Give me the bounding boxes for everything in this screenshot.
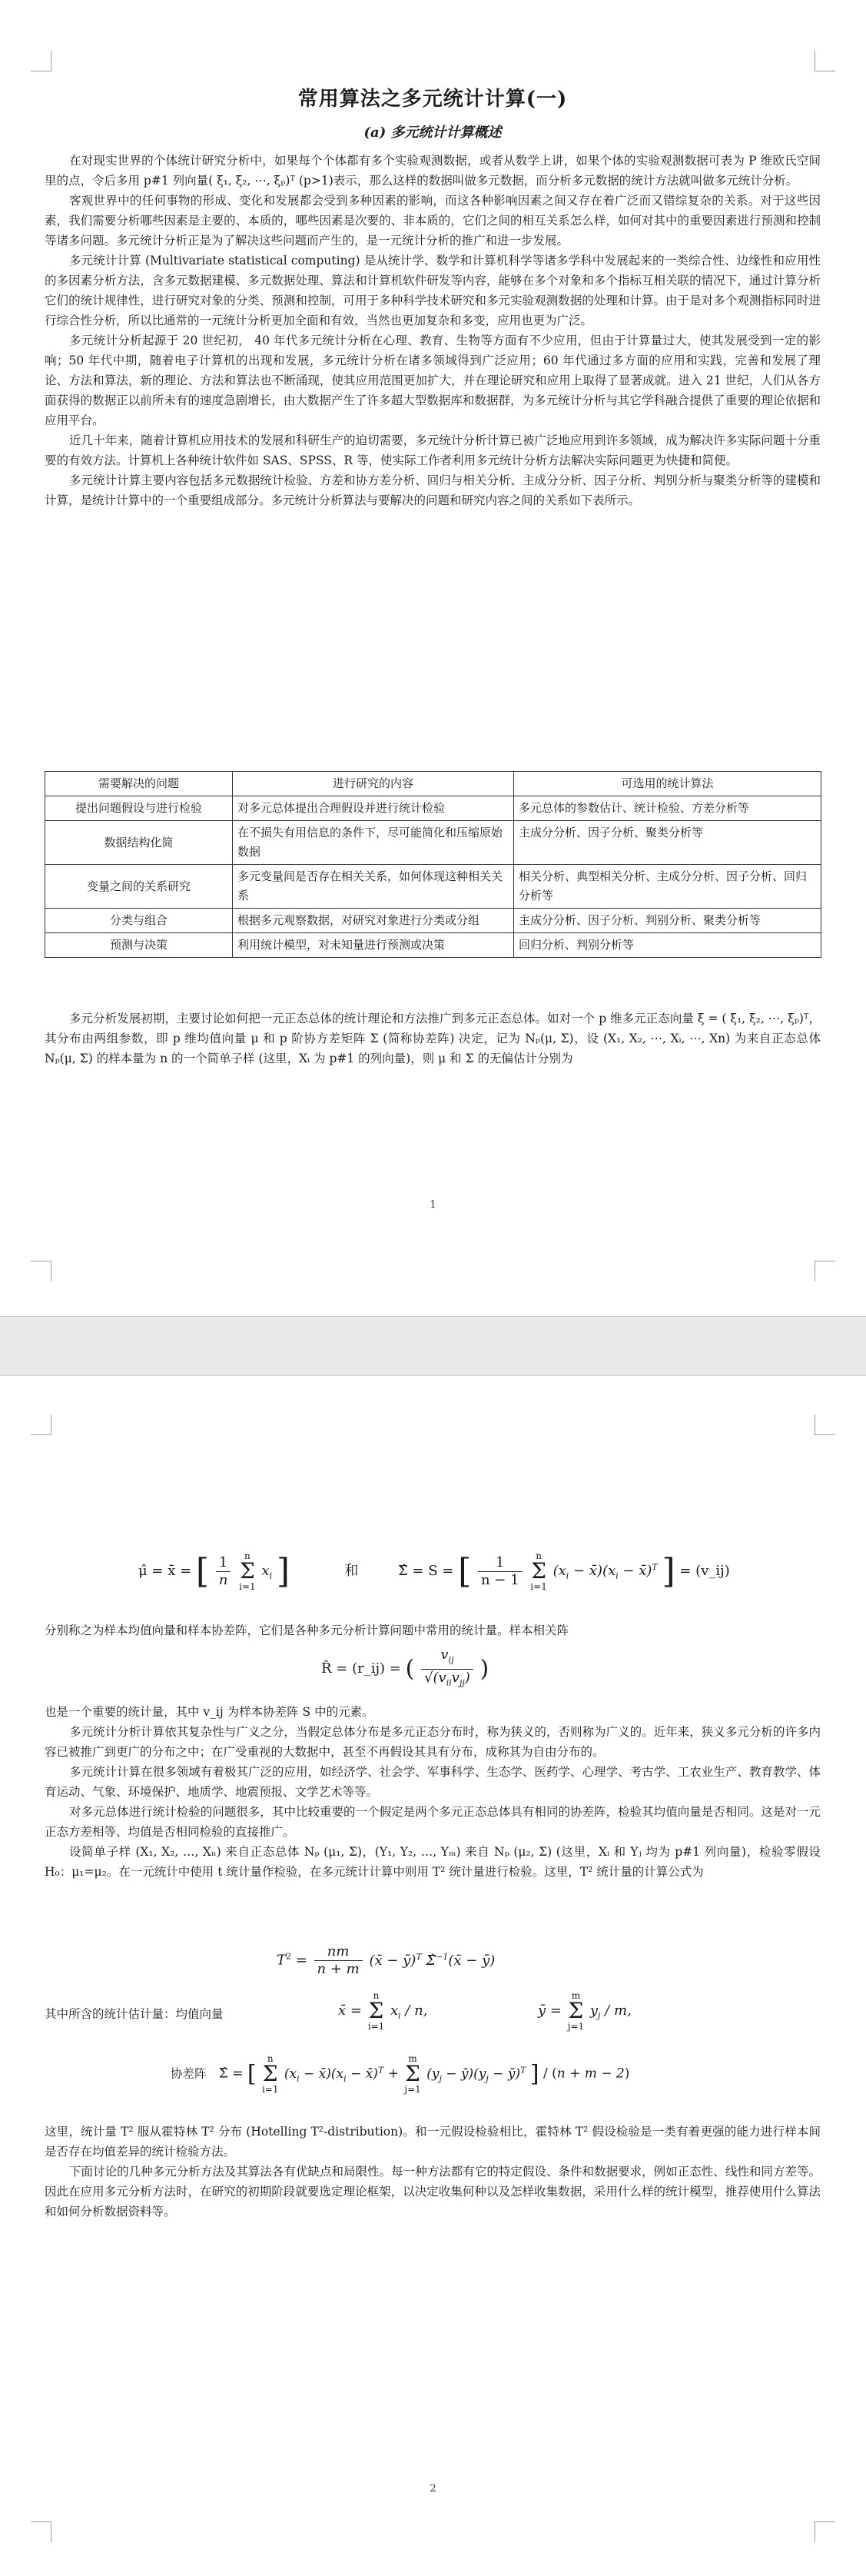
table-row: [45, 796, 821, 821]
crop-mark: [815, 51, 835, 71]
table-header: 可选用的统计算法: [514, 772, 821, 796]
formula-sigma-lhs: Σ̂ = S =: [397, 1563, 454, 1579]
formula-r-lhs: R̂ = (r_ij) =: [321, 1660, 401, 1677]
formula-correlation: R̂ = (r_ij) = ( $\frac{v_{ij}}{√(v_{ii}v_{jj})}$ ): [321, 1647, 489, 1688]
crop-mark: [31, 1414, 51, 1435]
table-cell: 主成分分析、因子分析、判别分析、聚类分析等: [514, 909, 821, 933]
table-header: 需要解决的问题: [45, 772, 233, 796]
stat-estimators-line: [45, 2005, 821, 2022]
paragraph: 这里，统计量 T² 服从霍特林 T² 分布 (Hotelling T²-distribution)。和一元假设检验相比，霍特林 T² 假设检验是一类有着更强的能力进行样本间是否存在均值差异的统计检验方法。: [45, 2125, 821, 2159]
formula-sigma-rhs: = (v_ij): [679, 1563, 730, 1579]
paragraph: 在对现实世界的个体统计研究分析中，如果每个个体都有多个实验观测数据，或者从数学上讲，如果个体的实验观测数据可表为 P 维欧氏空间里的点，令后多用 p#1 列向量( ξ₁, ξ₂, ⋯, ξₚ)ᵀ (p>1)表示，那么这样的数据叫做多元数据，而分析多元数据的统计方法就叫做多元统计分析。: [45, 154, 821, 188]
table-cell: 相关分析、典型相关分析、主成分分析、因子分析、回归分析等: [514, 865, 821, 909]
estimators-label: 其中所含的统计估计量：均值向量: [45, 2007, 224, 2021]
table-cell: 利用统计模型，对未知量进行预测或决策: [233, 933, 514, 958]
table-cell: 主成分分析、因子分析、聚类分析等: [514, 821, 821, 865]
table-cell: 根据多元观察数据，对研究对象进行分类或分组: [233, 909, 514, 933]
page-gap: [0, 1316, 866, 1376]
page2-body-b: [45, 2122, 821, 2222]
page2-body-a: [45, 1702, 821, 1882]
paragraph: 多元统计分析起源于 20 世纪初， 40 年代多元统计分析在心理、教育、生物等方面有不少应用，但由于计算量过大，使其发展受到一定的影响；50 年代中期，随着电子计算机的出现和发展，多元统计分析在诸多领域得到广泛应用；60 年代通过多方面的应用和实践，完善和发展了理论、方法和算法，新的理论、方法和算法也不断涌现，使其应用范围更加扩大，并在理论研究和应用上取得了显著成就。进入 21 世纪，人们从各方面获得的数据正以前所未有的速度急剧增长，由大数据产生了许多超大型数据库和数据群，为多元统计分析与其它学科融合提供了重要的理论依据和应用平台。: [45, 334, 821, 427]
page-2: [0, 1376, 866, 2576]
table-cell: 数据结构化简: [45, 821, 233, 865]
table-row: [45, 865, 821, 909]
formula-mean-cov: μ̂ = x̄ = [ $\frac{1}{n}$ n Σ i=1 $x_i$ ] 和 Σ̂ = S = [ $\frac{1}{n - 1}$ n Σ i=1 ($x_i$ − $x̄)(x_i$ − x̄)$^T$ ] = (v_ij): [138, 1551, 730, 1592]
table-cell: 分类与组合: [45, 909, 233, 933]
formula-ybar: ȳ = m Σ j=1 $y_j$ / m,: [538, 1990, 632, 2032]
table-header: 进行研究的内容: [233, 772, 514, 796]
page-title: 常用算法之多元统计计算(一): [297, 88, 568, 111]
paragraph: 设简单子样 (X₁, X₂, …, Xₙ) 来自正态总体 Nₚ (μ₁, Σ)，(Y₁, Y₂, …, Yₘ) 来自 Nₚ (μ₂, Σ) (这里，Xᵢ 和 Yⱼ 均为 p#1 列向量)，检验零假设 H₀：μ₁=μ₂。在一元统计中使用 t 统计量作检验，在多元统计计算中则用 T² 统计量进行检验。这里，T² 统计量的计算公式为: [45, 1845, 821, 1879]
table-cell: 变量之间的关系研究: [45, 865, 233, 909]
table-row: [45, 821, 821, 865]
paragraph: 多元统计计算主要内容包括多元数据统计检验、方差和协方差分析、回归与相关分析、主成分分析、因子分析、判别分析与聚类分析等的建模和计算，是统计计算中的一个重要组成部分。多元统计分析算法与要解决的问题和研究内容之间的关系如下表所示。: [45, 474, 821, 507]
formula-and: 和: [344, 1563, 359, 1579]
page1-body: [45, 151, 821, 510]
crop-mark: [31, 51, 51, 71]
formula-mu-lhs: μ̂ = x̄ =: [138, 1563, 192, 1579]
table-row: [45, 933, 821, 958]
crop-mark: [815, 1414, 835, 1435]
table-cell: 对多元总体提出合理假设并进行统计检验: [233, 796, 514, 821]
page-number: 1: [430, 1199, 436, 1211]
paragraph: 下面讨论的几种多元分析方法及其算法各有优缺点和局限性。每一种方法都有它的特定假设、条件和数据要求，例如正态性、线性和同方差等。因此在应用多元分析方法时，在研究的初期阶段就要选定理论框架，以决定收集何种以及怎样收集数据，采用什么样的统计模型，推荐使用什么算法和如何分析数据资料等。: [45, 2165, 821, 2219]
section-heading: (a) 多元统计计算概述: [363, 125, 502, 141]
formula-pooled-cov: 协差阵 Σ̂ = [ n Σ i=1 ($x_i$ − $x̄)(x_i$ − x̄)$^T$ + m Σ j=1 ($y_j$ − $ȳ)(y_j$ − ȳ)$^T$ ] / (n + m − 2): [171, 2053, 630, 2095]
page-number: 2: [430, 2483, 436, 2495]
cov-label: 协差阵: [171, 2066, 207, 2081]
paragraph: 也是一个重要的统计量，其中 v_ij 为样本协差阵 S 中的元素。: [45, 1705, 374, 1719]
paragraph: 多元统计计算 (Multivariate statistical computing) 是从统计学、数学和计算机科学等诸多学科中发展起来的一类综合性、边缘性和应用性的多因素分析方法，含多元数据建模、多元数据处理、算法和计算机软件研发等内容，能够在多个对象和多个指标互相关联的情况下，通过计算分析它们的统计规律性，进行研究对象的分类、预测和控制，可用于多种科学技术研究和多元实验观测数据的处理和计算。由于是对多个观测指标同时进行综合性分析，所以比通常的一元统计分析更加全面和有效，当然也更加复杂和多变，应用也更为广泛。: [45, 254, 821, 327]
methods-table: [45, 771, 821, 958]
crop-mark: [815, 2521, 835, 2542]
table-cell: 在不损失有用信息的条件下，尽可能简化和压缩原始数据: [233, 821, 514, 865]
paragraph: 多元统计计算在很多领域有着极其广泛的应用，如经济学、社会学、军事科学、生态学、医药学、心理学、考古学、工农业生产、教育教学、体育运动、气象、环境保护、地质学、地震预报、文学艺术等等。: [45, 1765, 821, 1799]
crop-mark: [31, 2521, 51, 2542]
table-row: [45, 909, 821, 933]
table-header-row: [45, 772, 821, 796]
formula-t2: $T^2$ = $\frac{nm}{n + m}$ (x̄ − ȳ)$^T$ Σ̂$^{-1}$(x̄ − ȳ): [277, 1943, 496, 1977]
paragraph: 多元统计分析计算依其复杂性与广义之分，当假定总体分布是多元正态分布时，称为狭义的，否则称为广义的。近年来，狭义多元分析的许多内容已被推广到更广的分布之中；在广受重视的大数据中，甚至不再假设其具有分布，成称其为自由分布的。: [45, 1725, 821, 1759]
table-cell: 提出问题假设与进行检验: [45, 796, 233, 821]
paragraph: 多元分析发展初期，主要讨论如何把一元正态总体的统计理论和方法推广到多元正态总体。如对一个 p 维多元正态向量 ξ = ( ξ₁, ξ₂, ⋯, ξₚ)ᵀ，其分布由两组参数，即 p 维均值向量 μ 和 p 阶协方差矩阵 Σ (简称协差阵) 决定，记为 Nₚ(μ, Σ)，设 (X₁, X₂, ⋯, Xᵢ, ⋯, Xn) 为来自正态总体 Nₚ(μ, Σ) 的样本量为 n 的一个简单子样 (这里，Xᵢ 为 p#1 的列向量)，则 μ 和 Σ 的无偏估计分别为: [45, 1012, 821, 1065]
paragraph: 对多元总体进行统计检验的问题很多，其中比较重要的一个假定是两个多元正态总体具有相同的协差阵，检验其均值向量是否相同。这是对一元正态方差相等、均值是否相同检验的直接推广。: [45, 1805, 821, 1839]
paragraph: 分别称之为样本均值向量和样本协差阵，它们是各种多元分析计算问题中常用的统计量。样本相关阵: [45, 1624, 569, 1637]
page1-tail: [45, 1009, 821, 1069]
formula-xbar: x̄ = n Σ i=1 $x_i$ / n,: [338, 1990, 428, 2032]
crop-mark: [31, 1261, 51, 1281]
crop-mark: [815, 1261, 835, 1281]
table-cell: 预测与决策: [45, 933, 233, 958]
table-cell: 多元总体的参数估计、统计检验、方差分析等: [514, 796, 821, 821]
paragraph: 客观世界中的任何事物的形成、变化和发展都会受到多种因素的影响，而这各种影响因素之间又存在着广泛而又错综复杂的关系。对于这些因素，我们需要分析哪些因素是主要的、本质的，哪些因素是次要的、非本质的，它们之间的相互关系怎么样，如何对其中的重要因素进行预测和控制等诸多问题。多元统计分析正是为了解决这些问题而产生的，是一元统计分析的推广和进一步发展。: [45, 194, 821, 248]
paragraph: 近几十年来，随着计算机应用技术的发展和科研生产的迫切需要，多元统计分析计算已被广泛地应用到许多领域，成为解决许多实际问题十分重要的有效方法。计算机上各种统计软件如 SAS、SPSS、R 等，使实际工作者利用多元统计分析方法解决实际问题更为快捷和简便。: [45, 434, 821, 467]
table-cell: 回归分析、判别分析等: [514, 933, 821, 958]
table-cell: 多元变量间是否存在相关关系，如何体现这种相关关系: [233, 865, 514, 909]
